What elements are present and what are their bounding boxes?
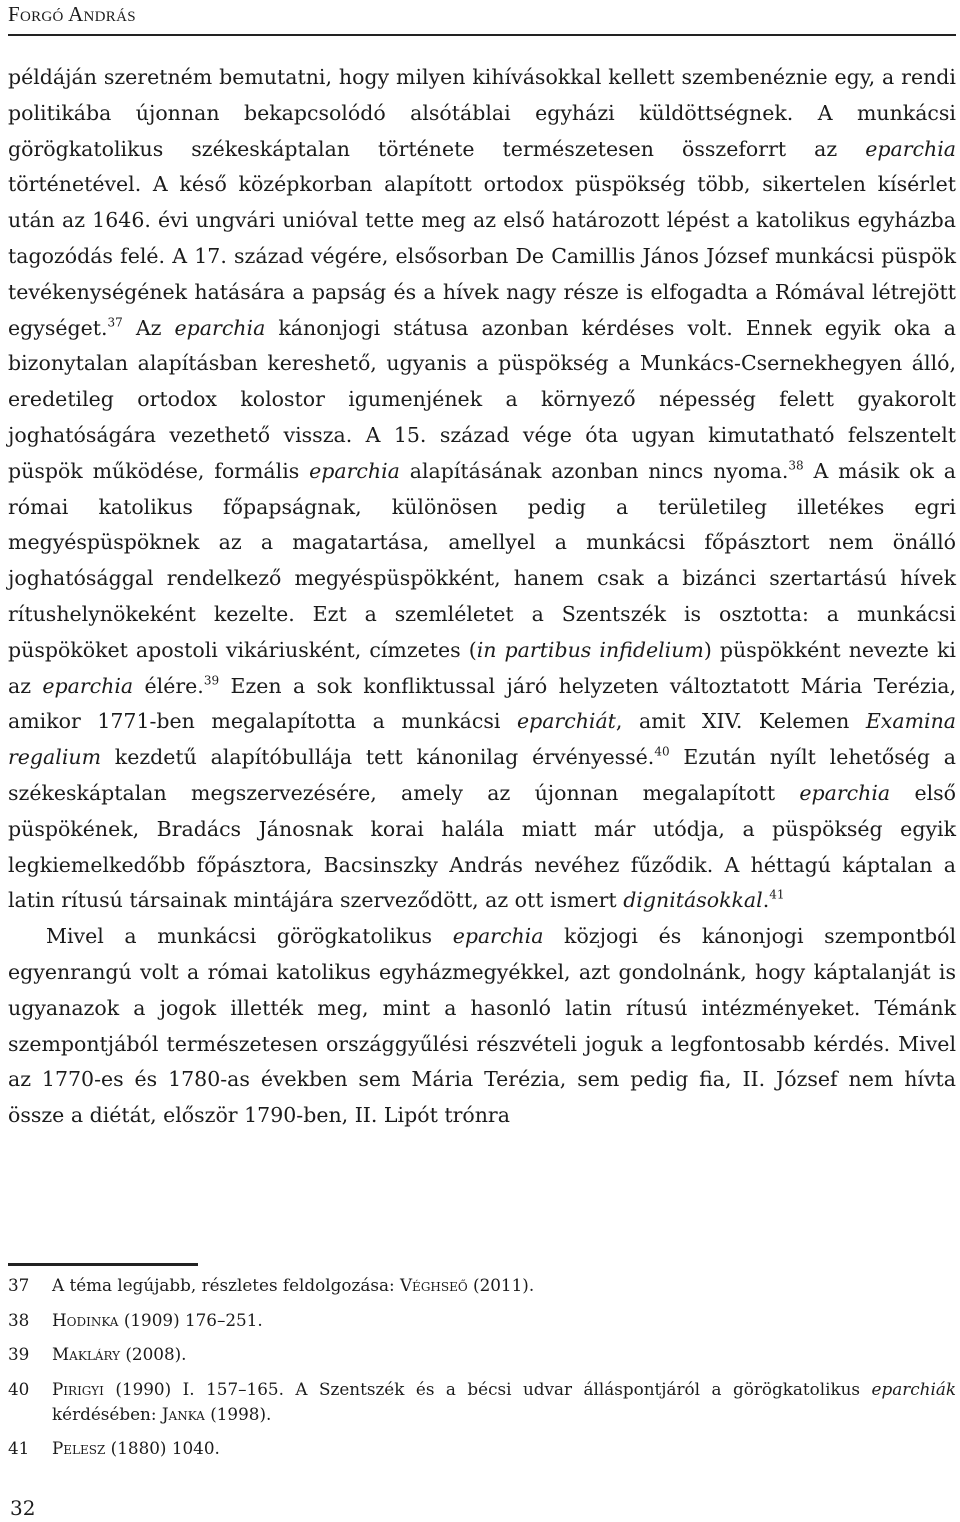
text-run: Mivel a munkácsi görögkatolikus xyxy=(46,924,453,949)
italic-term: eparchia xyxy=(865,136,956,161)
footnote-text: Pirigyi (1990) I. 157–165. A Szentszék és a bécsi udvar álláspontjáról a görögkatolikus eparchiák kérdésében: Janka (1998). xyxy=(52,1378,956,1424)
author-name: Hodinka xyxy=(52,1309,119,1330)
paragraph-2 xyxy=(8,919,956,1134)
author-name: Véghseő xyxy=(399,1275,468,1295)
italic-term: eparchia xyxy=(799,780,891,805)
paragraph-1 xyxy=(8,60,956,919)
footnote-number: 40 xyxy=(8,1378,30,1399)
text-run: Ezen a sok konfliktussal járó helyzeten változtatott Mária Terézia, amikor 1771-ben megalapította a munkácsi xyxy=(8,673,956,734)
text-run: első püspökének, Bradács Jánosnak korai halála miatt már utódja, a püspökség egyik legkiemelkedőbb főpásztora, Bacsinszky András nevéhez fűződik. A héttagú káptalan a latin rítusú társainak mintájára szerveződött, az ott ismert xyxy=(8,780,956,913)
footnote-rule xyxy=(8,1263,198,1266)
author-name: Pirigyi xyxy=(52,1378,104,1399)
author-name: Makláry xyxy=(52,1344,121,1364)
text-run: történetével. A késő középkorban alapított ortodox püspökség több, sikertelen kísérlet után az 1646. évi ungvári unióval tette meg az első határozott lépést a katolikus egyházba tagozódás felé. A 17. század végére, elsősorban De Camillis János József munkácsi püspök tevékenységének hatására a papság és a hívek nagy része is elfogadta a Rómával létrejött egységet. xyxy=(8,172,956,340)
italic-term: eparchia xyxy=(174,315,266,340)
page-number: 32 xyxy=(10,1496,36,1520)
italic-term: eparchia xyxy=(42,673,134,698)
footnote-text: Pelesz (1880) 1040. xyxy=(52,1438,220,1458)
footnote-number: 38 xyxy=(8,1309,30,1330)
running-head: Forgó András xyxy=(8,2,136,26)
footnote-ref-38[interactable]: 38 xyxy=(788,458,804,473)
footnote-ref-39[interactable]: 39 xyxy=(203,673,220,688)
text-run: közjogi és kánonjogi szempontból egyenrangú volt a római katolikus egyházmegyékkel, azt gondolnánk, hogy káptalanját is ugyanazok a jogok illették meg, mint a hasonló latin rítusú intézményeket. Témánk szempontjából természetesen országgyűlési részvételi joguk a legfontosabb kérdés. Mivel az 1770-es és 1780-as években sem Mária Terézia, sem pedig fia, II. József nem hívta össze a diétát, először 1790-ben, II. Lipót trónra xyxy=(8,924,956,1128)
text-run: példáján szeretném bemutatni, hogy milyen kihívásokkal kellett szembenéznie egy, a rendi politikába újonnan bekapcsolódó alsótáblai egyházi küldöttségnek. A munkácsi görögkatolikus székeskáptalan története természetesen összeforrt az xyxy=(8,65,956,161)
author-name: Janka xyxy=(161,1403,205,1424)
italic-term: dignitásokkal xyxy=(623,888,763,913)
footnote-41 xyxy=(8,1436,956,1461)
text-run: alapításának azonban nincs nyoma. xyxy=(399,458,789,483)
italic-term: eparchia xyxy=(309,458,400,483)
footnote-number: 37 xyxy=(8,1275,30,1295)
footnote-text: Makláry (2008). xyxy=(52,1344,187,1364)
footnote-38 xyxy=(8,1308,956,1333)
text-run: . xyxy=(762,888,770,913)
italic-term: eparchia xyxy=(452,924,544,949)
text-run: Az xyxy=(122,315,175,340)
italic-term: eparchiát xyxy=(516,709,616,734)
header-rule xyxy=(8,34,956,36)
footnote-40 xyxy=(8,1377,956,1427)
italic-term: in partibus infidelium xyxy=(476,637,704,662)
text-run: , amit XIV. Kelemen xyxy=(615,709,866,734)
footnote-text: Hodinka (1909) 176–251. xyxy=(52,1309,263,1330)
author-name: Pelesz xyxy=(52,1438,106,1458)
page xyxy=(8,0,956,1522)
footnote-ref-40[interactable]: 40 xyxy=(654,744,670,759)
italic-term: eparchiák xyxy=(871,1378,956,1399)
text-run: kánonjogi státusa azonban kérdéses volt. Ennek egyik oka a bizonytalan alapításban kereshető, ugyanis a püspökség a Munkács-Csernekhegyen álló, eredetileg ortodox kolostor igumenjének a környező népesség felett gyakorolt joghatóságára vezethető vissza. A 15. század vége óta ugyan kimutatható felszentelt püspök működése, formális xyxy=(8,315,957,483)
text-run: Ezután nyílt lehetőség a székeskáptalan megszervezésére, amely az újonnan megalapított xyxy=(8,745,956,805)
footnote-ref-37[interactable]: 37 xyxy=(107,315,123,330)
footnote-39 xyxy=(8,1342,956,1367)
footnote-number: 39 xyxy=(8,1344,30,1364)
footnote-text: A téma legújabb, részletes feldolgozása: Véghseő (2011). xyxy=(52,1275,535,1295)
body-text xyxy=(8,60,956,1134)
footnote-number: 41 xyxy=(8,1438,30,1458)
footnote-37 xyxy=(8,1273,956,1298)
text-run: A másik ok a római katolikus főpapságnak, különösen pedig a területileg illetékes egri megyéspüspöknek az a magatartása, amellyel a munkácsi főpásztort nem önálló joghatósággal rendelkező megyéspüspökként, hanem csak a bizánci szertartású hívek rítushelynökeként kezelte. Ezt a szemléletet a Szentszék is osztotta: a munkácsi püspököket apostoli vikáriusként, címzetes ( xyxy=(8,458,956,662)
italic-term: Examina regalium xyxy=(8,709,956,770)
footnotes xyxy=(8,1273,956,1471)
footnote-ref-41[interactable]: 41 xyxy=(769,887,785,902)
text-run: kezdetű alapítóbullája tett kánonilag érvényessé. xyxy=(101,745,655,770)
text-run: élére. xyxy=(133,673,204,698)
text-run: ) püspökként nevezte ki az xyxy=(8,637,956,698)
